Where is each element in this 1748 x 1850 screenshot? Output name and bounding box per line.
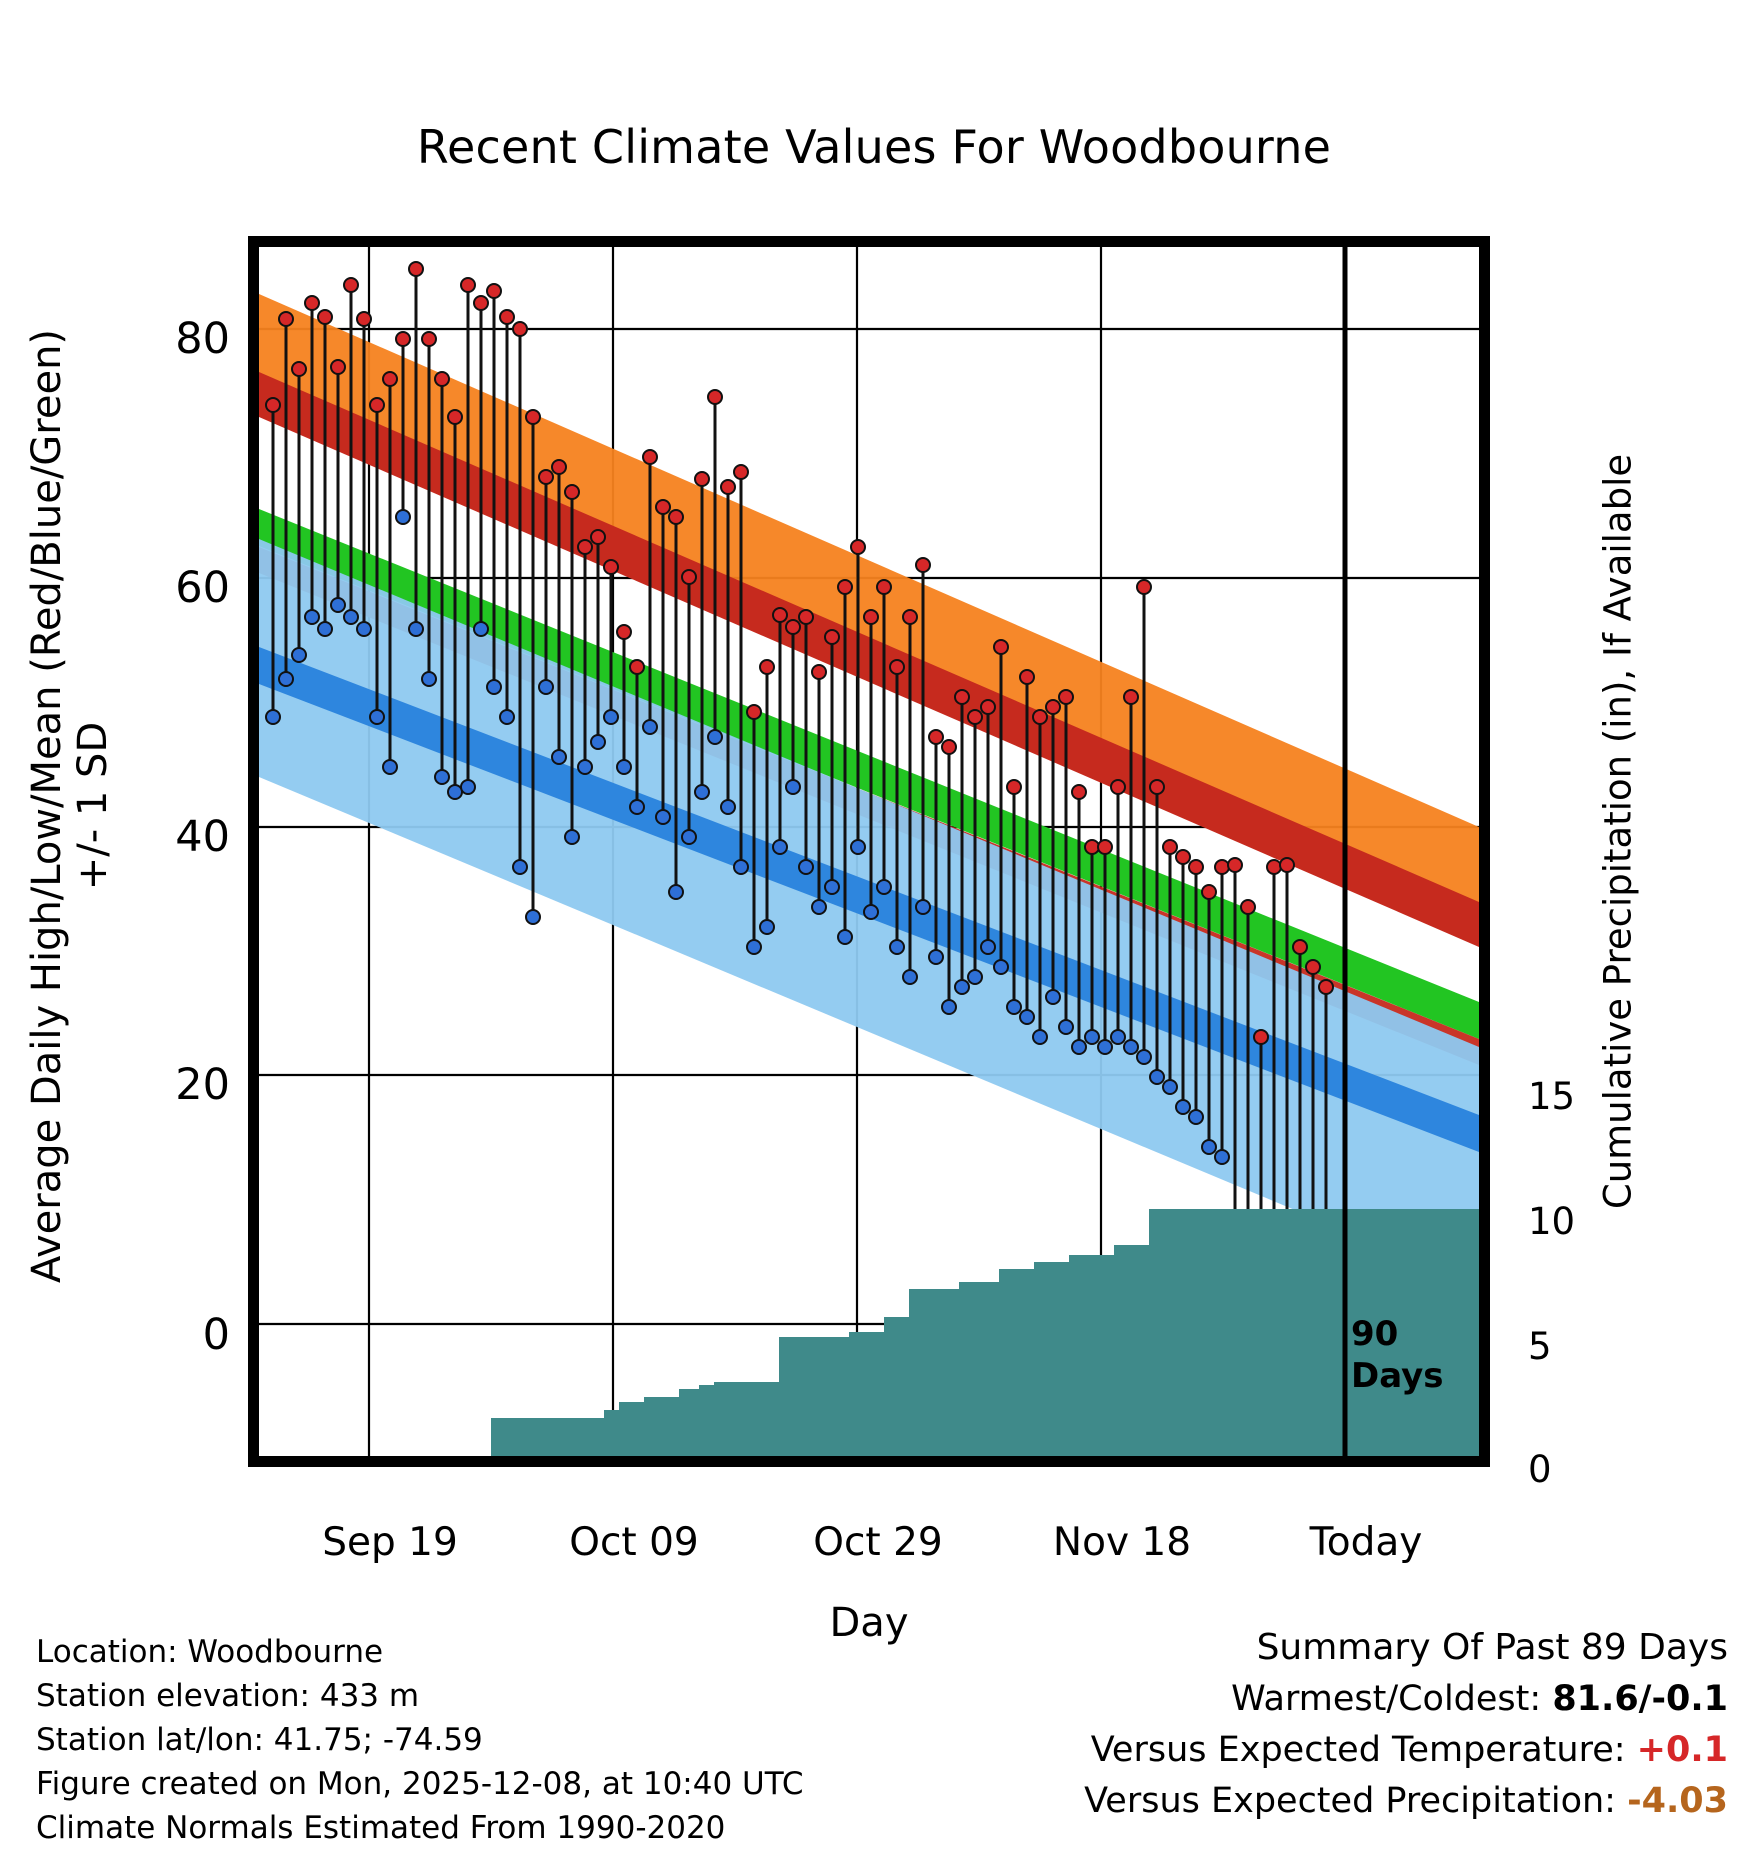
footer-elevation: Station elevation: 433 m xyxy=(36,1678,420,1715)
y-tick-left-80: 80 xyxy=(175,314,230,364)
footer-metadata xyxy=(36,1630,804,1850)
x-tick-today: Today xyxy=(1309,1520,1423,1565)
summary-vs-precip xyxy=(1084,1776,1728,1827)
y-axis-label-left: Average Daily High/Low/Mean (Red/Blue/Green) +/- 1 SD xyxy=(24,328,116,1284)
y-tick-left-20: 20 xyxy=(175,1060,230,1110)
summary-vs-temp-value: +0.1 xyxy=(1636,1729,1728,1770)
plot-area[interactable] xyxy=(248,236,1490,1467)
footer-normals: Climate Normals Estimated From 1990-2020 xyxy=(36,1810,726,1847)
climate-plot-svg xyxy=(259,247,1479,1456)
summary-title: Summary Of Past 89 Days xyxy=(1256,1627,1728,1668)
summary-warmest-coldest xyxy=(1084,1674,1728,1725)
summary-vs-precip-label: Versus Expected Precipitation: xyxy=(1084,1780,1616,1821)
summary-vs-temp xyxy=(1084,1725,1728,1776)
summary-vs-temp-label: Versus Expected Temperature: xyxy=(1090,1729,1626,1770)
y-tick-right-5: 5 xyxy=(1528,1325,1552,1368)
x-axis-label: Day xyxy=(829,1600,909,1646)
days-annotation-line1: 90 xyxy=(1351,1314,1399,1354)
days-annotation-line2: Days xyxy=(1351,1356,1444,1396)
summary-warmest-coldest-label: Warmest/Coldest: xyxy=(1231,1679,1542,1720)
y-tick-right-15: 15 xyxy=(1528,1075,1576,1118)
x-tick-sep-19: Sep 19 xyxy=(322,1520,458,1565)
page-title: Recent Climate Values For Woodbourne xyxy=(416,120,1332,174)
y-axis-label-right: Cumulative Precipitation (in), If Available xyxy=(1596,453,1640,1210)
x-tick-nov-18: Nov 18 xyxy=(1052,1520,1192,1565)
precip-area xyxy=(491,1209,1479,1456)
footer-location: Location: Woodbourne xyxy=(36,1634,384,1670)
summary-warmest-coldest-value: 81.6/-0.1 xyxy=(1552,1679,1728,1720)
y-tick-left-40: 40 xyxy=(175,812,230,862)
y-tick-left-0: 0 xyxy=(202,1310,230,1360)
y-tick-right-10: 10 xyxy=(1528,1200,1576,1243)
y-tick-left-60: 60 xyxy=(175,563,230,613)
x-tick-oct-09: Oct 09 xyxy=(569,1520,699,1565)
summary-panel xyxy=(1084,1622,1728,1826)
y-tick-right-0: 0 xyxy=(1528,1448,1552,1491)
footer-latlon: Station lat/lon: 41.75; -74.59 xyxy=(36,1722,483,1759)
summary-vs-precip-value: -4.03 xyxy=(1627,1780,1728,1821)
footer-created: Figure created on Mon, 2025-12-08, at 10:40 UTC xyxy=(36,1766,804,1803)
x-tick-oct-29: Oct 29 xyxy=(813,1520,943,1565)
